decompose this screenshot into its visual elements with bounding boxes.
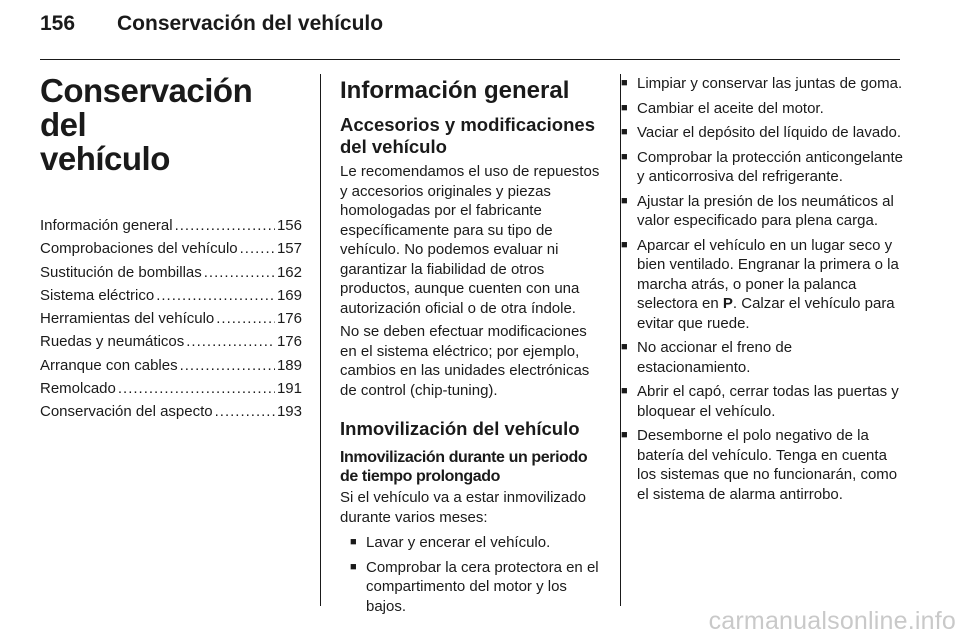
long-term-intro: Si el vehículo va a estar inmovilizado durante varios meses: [340, 489, 586, 526]
list-item: ■ Comprobar la cera protectora en el compartimento del motor y los bajos. [350, 558, 604, 617]
toc-leader [204, 261, 275, 284]
toc-page: 176 [276, 333, 302, 351]
toc-item[interactable] [40, 237, 302, 260]
toc-leader [215, 400, 275, 423]
immobilization-list [350, 533, 604, 616]
table-of-contents [40, 214, 302, 424]
toc-item[interactable] [40, 214, 302, 237]
list-item: ■ Abrir el capó, cerrar todas las puertas y bloquear el vehículo. [621, 382, 903, 421]
selector-position-p: P [722, 295, 733, 312]
toc-page: 189 [276, 356, 302, 374]
toc-label: Ruedas y neumáticos [40, 333, 185, 351]
chapter-title [40, 74, 302, 176]
accessories-title: Accesorios y modificaciones del vehículo [340, 114, 595, 157]
watermark: carmanualsonline.info [708, 607, 956, 635]
column-divider-left [320, 74, 321, 606]
accessories-paragraph-2: No se deben efectuar modificaciones en el sistema eléctrico; por ejemplo, cambios en las unidades electrónicas de control (chip-tuning). [340, 323, 590, 399]
toc-leader [118, 377, 275, 400]
header-rule [40, 59, 900, 60]
toc-page: 176 [276, 310, 302, 328]
chapter-title-line2: vehículo [40, 140, 170, 177]
toc-item[interactable] [40, 377, 302, 400]
toc-item[interactable] [40, 284, 302, 307]
toc-leader [180, 354, 275, 377]
middle-column [340, 74, 604, 621]
list-item: ■ Ajustar la presión de los neumáticos al valor especificado para plena carga. [621, 192, 903, 231]
toc-item[interactable] [40, 307, 302, 330]
immobilization-title: Inmovilización del vehículo [340, 418, 580, 439]
toc-label: Comprobaciones del vehículo [40, 240, 238, 258]
toc-leader [175, 214, 275, 237]
toc-page: 169 [276, 286, 302, 304]
toc-page: 191 [276, 380, 302, 398]
toc-page: 157 [276, 240, 302, 258]
toc-label: Sustitución de bombillas [40, 263, 202, 281]
right-column [621, 74, 903, 509]
list-item: ■ Desemborne el polo negativo de la batería del vehículo. Tenga en cuenta los sistemas que no funcionarán, como el sistema de alarma antirrobo. [621, 426, 903, 504]
toc-label: Herramientas del vehículo [40, 310, 215, 328]
page-number: 156 [40, 12, 76, 35]
list-item: ■ Limpiar y conservar las juntas de goma. [621, 74, 903, 94]
list-item: ■ Lavar y encerar el vehículo. [350, 533, 604, 553]
list-item: ■ Comprobar la protección anticongelante y anticorrosiva del refrigerante. [621, 148, 903, 187]
toc-label: Sistema eléctrico [40, 286, 155, 304]
list-item: ■ Cambiar el aceite del motor. [621, 99, 903, 119]
toc-item[interactable] [40, 330, 302, 353]
toc-leader [216, 307, 275, 330]
toc-page: 162 [276, 263, 302, 281]
running-title: Conservación del vehículo [117, 12, 384, 35]
toc-label: Remolcado [40, 380, 116, 398]
toc-leader [240, 237, 275, 260]
toc-item[interactable] [40, 400, 302, 423]
list-item: ■ Vaciar el depósito del líquido de lavado. [621, 123, 903, 143]
toc-label: Arranque con cables [40, 356, 178, 374]
list-item: ■ No accionar el freno de estacionamiento. [621, 338, 903, 377]
toc-leader [186, 330, 275, 353]
toc-leader [156, 284, 275, 307]
list-item: ■ Aparcar el vehículo en un lugar seco y bien ventilado. Engranar la primera o la marcha atrás, o poner la palanca selectora en P. Calzar el vehículo para evitar que ruede. [621, 236, 903, 334]
toc-page: 193 [276, 403, 302, 421]
toc-label: Información general [40, 217, 173, 234]
chapter-title-line1: Conservación del [40, 72, 253, 143]
left-column [40, 74, 302, 424]
toc-page: 156 [276, 217, 302, 234]
long-term-title: Inmovilización durante un periodo de tiempo prolongado [340, 449, 588, 485]
toc-label: Conservación del aspecto [40, 403, 213, 421]
page-header [40, 12, 900, 52]
section-title: Información general [340, 77, 570, 104]
toc-item[interactable] [40, 261, 302, 284]
immobilization-list-continued [621, 74, 903, 504]
accessories-paragraph-1: Le recomendamos el uso de repuestos y accesorios originales y piezas homologadas por el fabricante específicamente para su tipo de vehículo. No podemos evaluar ni garantizar la fiabilidad de otros productos, aunque cuenten con una autorización oficial o de otra índole. [340, 163, 600, 317]
toc-item[interactable] [40, 354, 302, 377]
